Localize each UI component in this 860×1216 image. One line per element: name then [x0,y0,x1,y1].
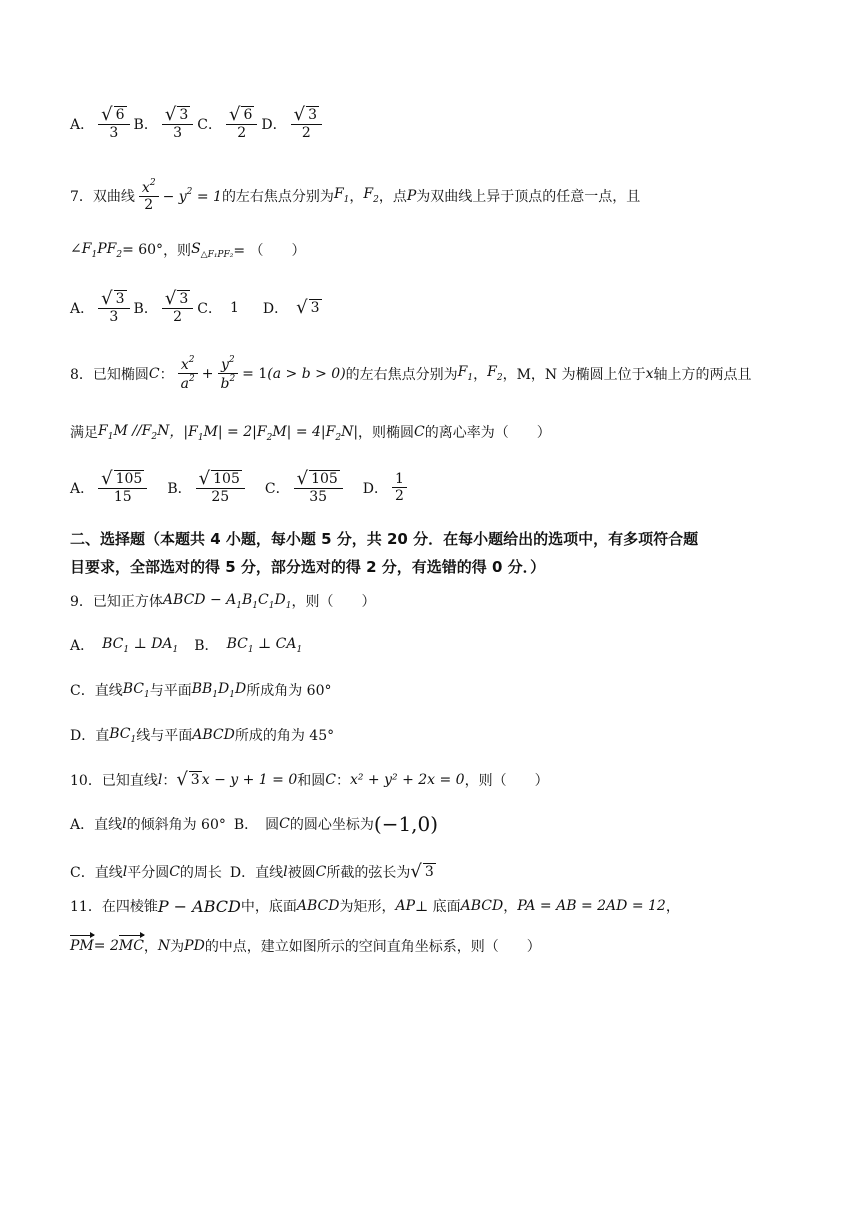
question-8-line2 [70,421,551,443]
question-text: ，则（ ） [464,773,549,789]
math-expr: PA = AB = 2AD = 12 [517,898,666,914]
option-c-label: C．直线 [70,683,123,699]
math-expr: $F_2$ [363,186,379,206]
math-expr: ，$|F_1M| = 2|F_2M| = 4|F_2N|$ [169,424,359,443]
math-var: C [315,864,327,880]
option-c-value: √ 105 35 [294,470,343,505]
question-text: 双曲线 [92,188,135,205]
q8-options [70,470,411,505]
option-b-value: (−1,0) [373,812,439,836]
option-a-label: A． [70,116,95,133]
math-var: C [279,816,290,832]
option-c-value: 1 [229,299,239,316]
option-b-text: 的圆心坐标为 [289,817,374,833]
question-text: ，M，N 为椭圆上位于 [502,366,646,383]
option-d-value: $\frac{1}{2}$ [392,471,407,504]
plus: + [201,365,214,382]
option-c-label: C． [197,116,222,133]
question-text: 9．已知正方体 [70,594,163,610]
colon: ： [335,773,350,789]
math-var: PD [184,938,205,954]
question-text: 和圆 [297,773,326,789]
question-text: ， [143,939,158,955]
question-text: = （ ） [233,243,306,259]
question-text: 的中点，建立如图所示的空间直角坐标系，则（ ） [204,939,541,955]
section-heading: 二、选择题（本题共 4 小题，每小题 5 分，共 20 分．在每小题给出的选项中，有多项符合题 [70,530,699,548]
option-a-label: A． [70,638,95,654]
question-9 [70,591,375,611]
math-expr: ABCD [460,898,504,914]
math-var: x [645,365,654,382]
option-a-label: A． [70,300,95,317]
vector-mc: MC [118,938,144,954]
math-expr: ABCD [192,727,235,743]
question-text: 为双曲线上异于顶点的任意一点，且 [416,188,641,205]
option-a-text: 的倾斜角为 60° [126,817,226,833]
colon: ： [162,773,177,789]
option-b-value: $BC_1$ ⊥ $CA_1$ [226,635,303,655]
option-b-value: √ 3 2 [162,290,193,325]
option-b-label: B． [194,638,219,654]
question-text: 线与平面 [136,728,193,744]
option-c-value: √ 6 2 [226,106,257,141]
option-a-value: √ 3 3 [98,290,129,325]
math-expr: = 1 [242,365,268,382]
math-var: C [148,365,160,382]
question-11 [70,896,680,916]
q7-options [70,290,322,325]
option-c-text: 平分圆 [127,865,170,881]
option-b-value: √ 3 3 [162,106,193,141]
comma: ， [503,899,518,915]
math-expr: = 2 [93,938,119,954]
option-a-value: √ 6 3 [98,106,129,141]
math-var: N [157,938,171,954]
option-d-label: D．直线 [229,865,284,881]
option-a-label: A． [70,480,95,497]
math-expr: x² + y² + 2x = 0 [349,772,465,788]
question-text: ⊥ 底面 [415,899,461,915]
question-7-line2 [70,240,306,260]
math-sqrt: √ 3 [176,769,200,790]
question-text: ，点 [378,188,407,205]
option-d-value: √ 3 [410,861,434,882]
q10-options-cd [70,862,436,882]
question-8 [70,355,752,392]
math-expr: $F_1$ [457,364,474,384]
q9-option-d [70,725,334,745]
option-b-label: B． 圆 [233,817,280,833]
option-b-value: √ 105 25 [196,470,245,505]
option-d-text: 被圆 [287,865,316,881]
question-7 [70,178,640,213]
option-d-label: D． [261,116,287,133]
question-text: ，则（ ） [291,594,376,610]
q9-options-ab [70,635,302,655]
math-expr: $BC_1$ [109,725,137,745]
math-expr: = 60° [122,242,164,258]
question-text: 的离心率为（ ） [424,425,551,441]
math-var: C [325,772,336,788]
option-a-value: $BC_1$ ⊥ $DA_1$ [102,635,179,655]
question-text: 为 [170,939,185,955]
math-expr: AP [395,898,415,914]
math-expr: − $y^2 = 1$ [162,186,222,205]
question-text: 11．在四棱锥 [70,899,158,915]
option-d-label: D．直 [70,728,110,744]
question-text: 中，底面 [240,899,297,915]
question-text: ，则椭圆 [358,425,415,441]
fraction: $\frac{y^2}{b^2}$ [217,355,238,392]
math-expr: P − ABCD [157,896,241,916]
q9-option-c [70,680,332,700]
option-d-label: D． [362,480,389,497]
fraction: $\frac{x^2}{a^2}$ [178,355,198,392]
option-a-value: √ 105 15 [98,470,147,505]
math-var: l [122,816,127,832]
question-text: 所成角为 60° [246,683,332,699]
math-var: C [414,424,425,440]
option-c-label: C． [197,300,222,317]
option-b-label: B． [133,116,158,133]
option-b-label: B． [133,300,158,317]
math-expr: (a > b > 0) [267,365,346,382]
question-text: 10．已知直线 [70,773,158,789]
math-var: C [169,864,180,880]
comma: ， [349,188,364,205]
math-expr: ABCD [296,898,340,914]
option-a-label: A．直线 [70,817,123,833]
section-heading-line2: 目要求，全部选对的得 5 分，部分选对的得 2 分，有选错的得 0 分．） [70,558,546,576]
comma: ， [665,899,680,915]
question-10 [70,770,549,790]
question-text: ，则 [163,243,192,259]
option-d-text: 所截的弦长为 [326,865,411,881]
question-text: 8．已知椭圆 [70,366,149,383]
option-d-value: √ 3 2 [291,106,322,141]
math-expr: $F_2$ [487,364,503,384]
colon: ： [159,366,174,383]
math-expr: $S_{\triangle F_1PF_2}$ [191,240,234,260]
fraction: $\frac{x^2}{2}$ [139,178,159,213]
math-var: l [122,864,128,880]
math-expr: $F_1$ [333,186,350,206]
math-expr: ABCD − $A_1B_1C_1D_1$ [162,591,292,611]
q6-options [70,106,326,141]
vector-pm: PM [70,938,94,954]
option-c-text: 的周长 [179,865,222,881]
math-expr: $BB_1D_1D$ [191,680,247,700]
question-text: 满足 [70,425,98,441]
math-var: l [157,772,163,788]
question-text: 所成的角为 45° [234,728,335,744]
question-11-line2 [70,936,541,956]
question-text: 轴上方的两点且 [653,366,752,383]
math-var: l [283,864,288,880]
question-text: 的左右焦点分别为 [345,366,458,383]
option-d-label: D． [262,300,289,317]
math-expr: $F_1M$ $//F_2N$ [98,422,170,442]
math-expr: x − y + 1 = 0 [201,772,298,788]
question-text: 为矩形， [339,899,396,915]
option-c-label: C．直线 [70,865,123,881]
question-text: 的左右焦点分别为 [221,188,334,205]
question-text: 与平面 [149,683,192,699]
option-b-label: B． [167,480,192,497]
option-c-label: C． [264,480,290,497]
math-var: P [406,187,417,204]
math-expr: $BC_1$ [122,680,150,700]
math-expr: $\angle F_1PF_2$ [70,240,123,260]
comma: ， [473,366,488,383]
q10-options-ab [70,814,438,834]
option-d-value: √ 3 [296,296,320,318]
question-number: 7． [70,188,93,205]
